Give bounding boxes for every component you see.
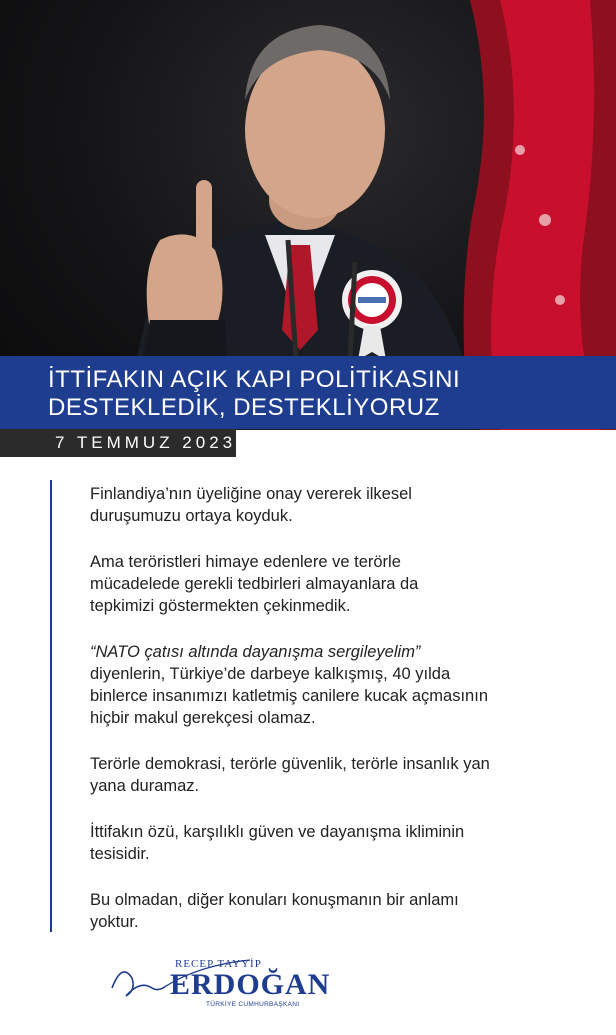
signature-last-name: ERDOĞAN bbox=[170, 968, 331, 1001]
paragraph-1: Finlandiya’nın üyeliğine onay vererek ilkesel duruşumuzu ortaya koyduk. bbox=[90, 485, 412, 525]
headline: İTTİFAKIN AÇIK KAPI POLİTİKASINI DESTEKLEDİK, DESTEKLİYORUZ bbox=[48, 366, 461, 421]
paragraph-3: diyenlerin, Türkiye’de darbeye kalkışmış, 40 yılda binlerce insanımızı katletmiş canilere kucak açmasının hiçbir makul gerekçesi olamaz. bbox=[90, 665, 488, 727]
signature-first-name: RECEP TAYYİP bbox=[175, 958, 262, 970]
paragraph-5: İttifakın özü, karşılıklı güven ve dayanışma ikliminin tesisidir. bbox=[90, 823, 465, 863]
date: 7 TEMMUZ 2023 bbox=[55, 433, 237, 452]
accent-divider-line bbox=[50, 480, 52, 932]
paragraph-6: Bu olmadan, diğer konuları konuşmanın bir anlamı yoktur. bbox=[90, 891, 459, 931]
paragraph-4: Terörle demokrasi, terörle güvenlik, terörle insanlık yan yana duramaz. bbox=[90, 755, 490, 795]
statement-body bbox=[90, 483, 590, 957]
nato-quote: “NATO çatısı altında dayanışma sergileyelim” bbox=[90, 643, 421, 661]
signature-title: TÜRKİYE CUMHURBAŞKANI bbox=[206, 1001, 300, 1008]
paragraph-2: Ama teröristleri himaye edenlere ve terörle mücadelede gerekli tedbirleri almayanlara da tepkimizi göstermekten çekinmedik. bbox=[90, 553, 419, 615]
